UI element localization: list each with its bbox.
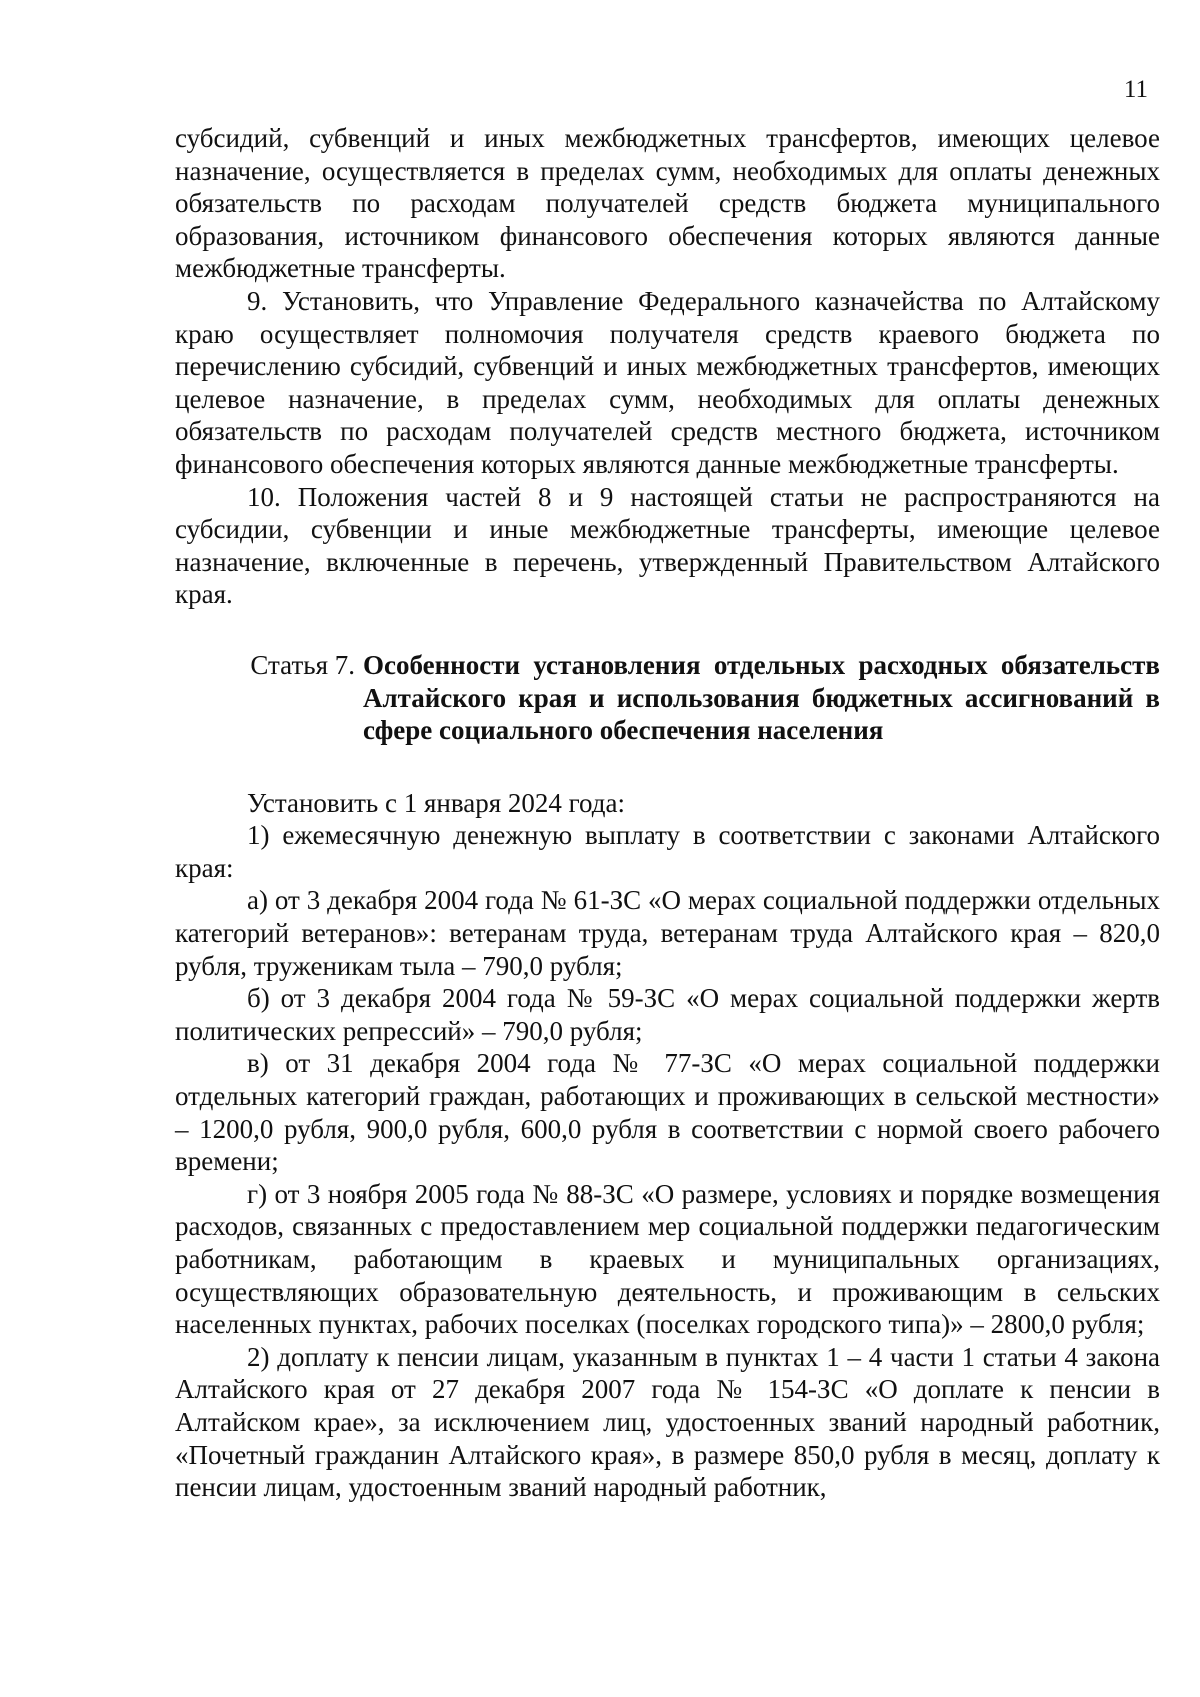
article-label: Статья 7.: [250, 649, 355, 680]
article-heading: [175, 649, 1160, 747]
paragraph: г) от 3 ноября 2005 года № 88-ЗС «О размере, условиях и порядке возмещения расходов, связанных с предоставлением мер социальной поддержки педагогическим работникам, работающим в краевых и муниципальных организациях, осуществляющих образовательную деятельность, и проживающим в сельских населенных пунктах, рабочих поселках (поселках городского типа)» – 2800,0 рубля;: [175, 1178, 1160, 1340]
paragraph: а) от 3 декабря 2004 года № 61-ЗС «О мерах социальной поддержки отдельных категорий ветеранов»: ветеранам труда, ветеранам труда Алтайского края – 820,0 рубля, труженикам тыла – 790,0 рубля;: [175, 885, 1160, 981]
document-body: [175, 122, 1160, 1504]
paragraph: 10. Положения частей 8 и 9 настоящей статьи не распространяются на субсидии, субвенции и иные межбюджетные трансферты, имеющие целевое назначение, включенные в перечень, утвержденный Правительством Алтайского края.: [175, 481, 1160, 610]
paragraph: 1) ежемесячную денежную выплату в соответствии с законами Алтайского края:: [175, 820, 1160, 883]
paragraph: 2) доплату к пенсии лицам, указанным в пунктах 1 – 4 части 1 статьи 4 закона Алтайского края от 27 декабря 2007 года № 154-ЗС «О доплате к пенсии в Алтайском крае», за исключением лиц, удостоенных званий народный работник, «Почетный гражданин Алтайского края», в размере 850,0 рубля в месяц, доплату к пенсии лицам, удостоенным званий народный работник,: [175, 1341, 1160, 1503]
page-number: 11: [1123, 76, 1148, 103]
paragraph: б) от 3 декабря 2004 года № 59-ЗС «О мерах социальной поддержки жертв политических репрессий» – 790,0 рубля;: [175, 983, 1160, 1046]
paragraph: 9. Установить, что Управление Федерального казначейства по Алтайскому краю осуществляет полномочия получателя средств краевого бюджета по перечислению субсидий, субвенций и иных межбюджетных трансфертов, имеющих целевое назначение, в пределах сумм, необходимых для оплаты денежных обязательств по расходам получателей средств местного бюджета, источником финансового обеспечения которых являются данные межбюджетные трансферты.: [175, 285, 1160, 479]
article-title: Особенности установления отдельных расходных обязательств Алтайского края и использования бюджетных ассигнований в сфере социального обеспечения населения: [363, 649, 1160, 746]
paragraph: субсидий, субвенций и иных межбюджетных трансфертов, имеющих целевое назначение, осуществляется в пределах сумм, необходимых для оплаты денежных обязательств по расходам получателей средств бюджета муниципального образования, источником финансового обеспечения которых являются данные межбюджетные трансферты.: [175, 123, 1160, 284]
paragraph: в) от 31 декабря 2004 года № 77-ЗС «О мерах социальной поддержки отдельных категорий граждан, работающих и проживающих в сельской местности» – 1200,0 рубля, 900,0 рубля, 600,0 рубля в соответствии с нормой своего рабочего времени;: [175, 1048, 1160, 1177]
paragraph: Установить с 1 января 2024 года:: [247, 787, 625, 818]
